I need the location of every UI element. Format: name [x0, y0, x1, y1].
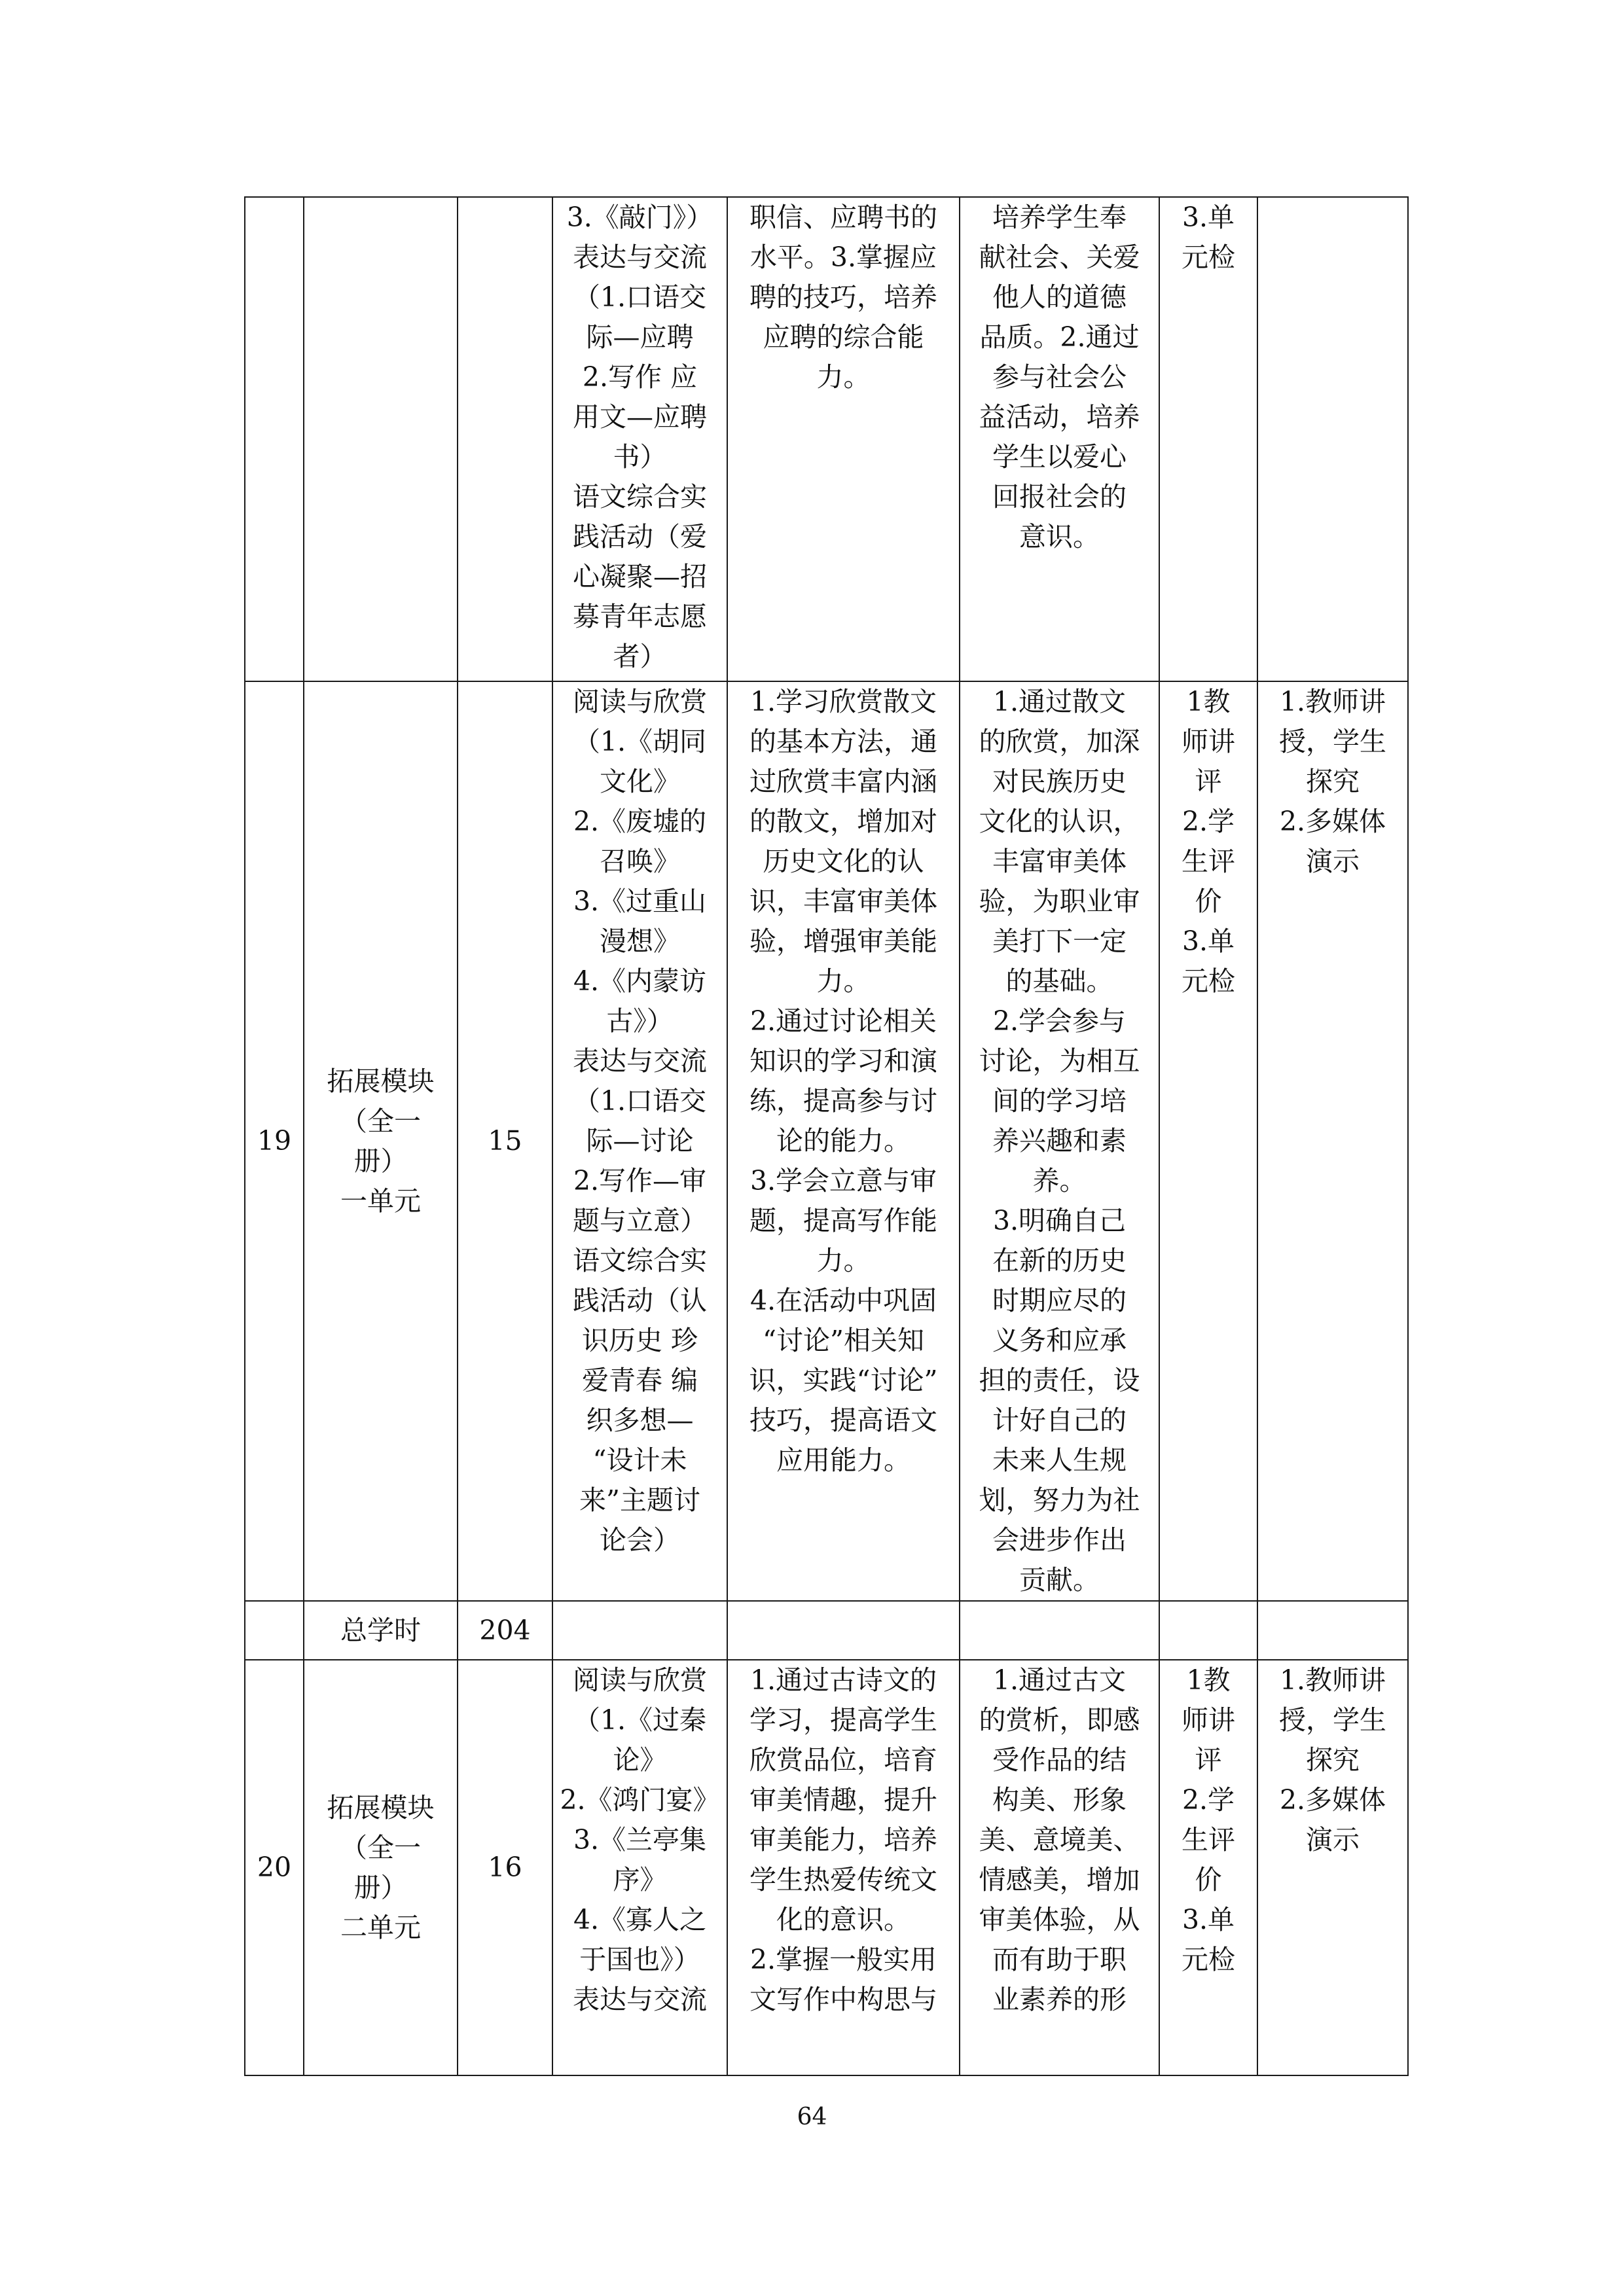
- cell-text-line: 古》）: [606, 1005, 674, 1037]
- cell-text-line: 2.学: [1182, 1784, 1235, 1816]
- cell-text-line: 时期应尽的: [992, 1285, 1127, 1316]
- cell-content: [552, 197, 727, 681]
- syllabus-table: [244, 196, 1409, 2076]
- cell-moral-goals: [960, 1660, 1159, 2075]
- cell-text-line: 价: [1195, 1864, 1222, 1895]
- cell-number: [245, 1601, 304, 1660]
- cell-text-line: 元检: [1182, 965, 1235, 997]
- cell-text-line: 意识。: [1019, 521, 1100, 552]
- cell-text-line: 2.《废墟的: [573, 806, 707, 837]
- cell-text-line: 2.多媒体: [1279, 1784, 1386, 1816]
- cell-text-line: 贡献。: [1019, 1564, 1100, 1596]
- table-body: [245, 197, 1408, 2075]
- cell-text-line: 丰富审美体: [992, 846, 1127, 877]
- cell-text-line: 品质。2.通过: [979, 321, 1140, 353]
- cell-text-line: 文化》: [600, 766, 680, 797]
- cell-text-line: （1.口语交: [573, 281, 707, 313]
- cell-text-line: 拓展模块: [327, 1791, 435, 1823]
- cell-text-line: 美打下一定: [992, 925, 1127, 957]
- cell-text-line: 构美、形象: [992, 1784, 1127, 1816]
- cell-text-line: 对民族历史: [992, 766, 1127, 797]
- cell-text: 20: [257, 1852, 292, 1883]
- cell-text-line: 阅读与欣赏: [573, 686, 707, 717]
- cell-text-line: 历史文化的认: [763, 846, 924, 877]
- cell-text-line: 募青年志愿: [573, 601, 707, 632]
- cell-text-line: 演示: [1306, 846, 1360, 877]
- cell-text-line: 论》: [613, 1744, 667, 1776]
- cell-text-line: 总学时: [340, 1614, 421, 1646]
- cell-text-line: 的基本方法，通: [749, 726, 937, 757]
- cell-hours: [458, 1660, 552, 2075]
- cell-text-line: 一单元: [340, 1185, 421, 1217]
- cell-text-line: 聘的技巧，培养: [749, 281, 937, 313]
- cell-text-line: 文写作中构思与: [749, 1984, 937, 2015]
- cell-text-line: 在新的历史: [992, 1245, 1127, 1276]
- cell-text: 19: [257, 1125, 292, 1157]
- cell-text-line: 爱青春 编: [581, 1365, 698, 1396]
- cell-assessment: [1159, 1601, 1257, 1660]
- cell-text-line: 元检: [1182, 242, 1235, 273]
- cell-text-line: 序》: [613, 1864, 667, 1895]
- cell-text-line: （全一: [340, 1831, 421, 1863]
- cell-text-line: 拓展模块: [327, 1065, 435, 1097]
- cell-text-line: 审美情趣，提升: [749, 1784, 937, 1816]
- cell-text-line: 验，增强审美能: [749, 925, 937, 957]
- cell-text-line: 4.在活动中巩固: [749, 1285, 937, 1316]
- cell-goals: [727, 1660, 960, 2075]
- cell-text-line: 3.单: [1182, 925, 1235, 957]
- cell-text-line: 3.单: [1182, 202, 1235, 233]
- cell-text-line: 授，学生: [1279, 726, 1386, 757]
- cell-text-line: 识，实践“讨论”: [749, 1365, 938, 1396]
- page-number: 64: [797, 2104, 827, 2130]
- cell-text-line: 语文综合实: [573, 1245, 707, 1276]
- cell-text-line: 践活动（爱: [573, 521, 707, 552]
- cell-goals: [727, 197, 960, 681]
- cell-text-line: 的基础。: [1005, 965, 1113, 997]
- cell-text-line: 元检: [1182, 1944, 1235, 1975]
- cell-text-line: 评: [1195, 1744, 1222, 1776]
- cell-text-line: 3.单: [1182, 1904, 1235, 1935]
- cell-text-line: 化的意识。: [776, 1904, 911, 1935]
- cell-text-line: 审美体验，从: [979, 1904, 1140, 1935]
- cell-text-line: 学生热爱传统文: [749, 1864, 937, 1895]
- cell-text-line: 于国也》）: [579, 1944, 700, 1975]
- cell-text: 15: [488, 1125, 522, 1157]
- cell-text-line: 担的责任，设: [979, 1365, 1140, 1396]
- cell-text-line: 际—讨论: [586, 1125, 694, 1157]
- cell-text: 204: [479, 1614, 531, 1646]
- cell-text-line: 养兴趣和素: [992, 1125, 1127, 1157]
- cell-text-line: 践活动（认: [573, 1285, 707, 1316]
- cell-content: [552, 681, 727, 1601]
- cell-goals: [727, 681, 960, 1601]
- cell-text-line: （1.口语交: [573, 1085, 707, 1117]
- cell-text-line: 2.写作 应: [582, 361, 698, 393]
- cell-text-line: 他人的道德: [992, 281, 1127, 313]
- cell-text-line: 1.教师讲: [1279, 686, 1386, 717]
- cell-text-line: 练，提高参与讨: [749, 1085, 937, 1117]
- cell-text-line: 来”主题讨: [579, 1484, 700, 1516]
- cell-text-line: 用文—应聘: [573, 401, 707, 433]
- cell-text-line: 2.多媒体: [1279, 806, 1386, 837]
- cell-module: [304, 681, 458, 1601]
- cell-hours: [458, 197, 552, 681]
- cell-text-line: 表达与交流: [573, 1984, 707, 2015]
- cell-text-line: 3.《敲门》）: [566, 202, 713, 233]
- cell-text-line: 论的能力。: [776, 1125, 911, 1157]
- cell-text-line: 力。: [816, 1245, 871, 1276]
- cell-text-line: 技巧，提高语文: [749, 1405, 937, 1436]
- cell-text-line: 2.通过讨论相关: [749, 1005, 937, 1037]
- cell-text-line: 2.学: [1182, 806, 1235, 837]
- cell-text-line: 1.学习欣赏散文: [749, 686, 937, 717]
- cell-text-line: 文化的认识，: [979, 806, 1140, 837]
- cell-text-line: 1教: [1186, 1664, 1231, 1696]
- cell-text-line: 力。: [816, 965, 871, 997]
- cell-text-line: 表达与交流: [573, 242, 707, 273]
- cell-text-line: 心凝聚—招: [573, 561, 707, 592]
- table-row: [245, 1601, 1408, 1660]
- cell-text-line: 1.通过古文: [992, 1664, 1127, 1696]
- cell-text-line: 美、意境美、: [979, 1824, 1140, 1856]
- cell-text-line: （1.《过秦: [573, 1704, 707, 1736]
- cell-number: [245, 1660, 304, 2075]
- cell-text-line: 师讲: [1182, 726, 1235, 757]
- cell-text-line: 学习，提高学生: [749, 1704, 937, 1736]
- cell-assessment: [1159, 1660, 1257, 2075]
- cell-text-line: 应用能力。: [776, 1444, 911, 1476]
- cell-text-line: 者）: [613, 641, 667, 672]
- cell-methods: [1257, 681, 1408, 1601]
- cell-text-line: 水平。3.掌握应: [749, 242, 937, 273]
- cell-text-line: 书）: [613, 441, 667, 473]
- cell-text-line: 2.写作—审: [573, 1165, 707, 1196]
- cell-text-line: 探究: [1306, 1744, 1360, 1776]
- cell-text-line: 讨论，为相互: [979, 1045, 1140, 1077]
- cell-text-line: 培养学生奉: [992, 202, 1127, 233]
- cell-text-line: 生评: [1182, 846, 1235, 877]
- cell-text-line: 4.《内蒙访: [573, 965, 707, 997]
- cell-methods: [1257, 197, 1408, 681]
- cell-text-line: 益活动，培养: [979, 401, 1140, 433]
- cell-text-line: 过欣赏丰富内涵: [749, 766, 937, 797]
- cell-moral-goals: [960, 681, 1159, 1601]
- cell-text-line: 2.学会参与: [992, 1005, 1127, 1037]
- cell-content: [552, 1660, 727, 2075]
- cell-text-line: 召唤》: [600, 846, 680, 877]
- cell-text-line: 册）: [353, 1145, 408, 1177]
- cell-text-line: 的散文，增加对: [749, 806, 937, 837]
- cell-assessment: [1159, 197, 1257, 681]
- cell-text-line: 回报社会的: [992, 481, 1127, 512]
- cell-text-line: 1.教师讲: [1279, 1664, 1386, 1696]
- cell-text-line: 受作品的结: [992, 1744, 1127, 1776]
- cell-text-line: 漫想》: [600, 925, 680, 957]
- cell-text-line: 会进步作出: [992, 1524, 1127, 1556]
- cell-hours: [458, 681, 552, 1601]
- cell-text-line: 知识的学习和演: [749, 1045, 937, 1077]
- cell-text-line: 而有助于职: [992, 1944, 1127, 1975]
- cell-text-line: 表达与交流: [573, 1045, 707, 1077]
- cell-text-line: 评: [1195, 766, 1222, 797]
- table-row: [245, 1660, 1408, 2075]
- cell-text-line: 2.《鸿门宴》: [560, 1784, 720, 1816]
- cell-text-line: 3.《兰亭集: [573, 1824, 707, 1856]
- cell-content: [552, 1601, 727, 1660]
- cell-text-line: 划，努力为社: [979, 1484, 1140, 1516]
- cell-text-line: 生评: [1182, 1824, 1235, 1856]
- cell-text-line: 的赏析，即感: [979, 1704, 1140, 1736]
- cell-text-line: 1.通过散文: [992, 686, 1127, 717]
- cell-text-line: （全一: [340, 1105, 421, 1137]
- cell-goals: [727, 1601, 960, 1660]
- cell-text-line: 际—应聘: [586, 321, 694, 353]
- cell-text-line: 情感美，增加: [979, 1864, 1140, 1895]
- cell-text-line: 义务和应承: [992, 1325, 1127, 1356]
- cell-text-line: 养。: [1032, 1165, 1087, 1196]
- cell-number: [245, 681, 304, 1601]
- cell-text-line: 论会）: [600, 1524, 680, 1556]
- cell-text-line: 职信、应聘书的: [749, 202, 937, 233]
- cell-text-line: 题与立意）: [573, 1205, 707, 1236]
- cell-text-line: 献社会、关爱: [979, 242, 1140, 273]
- cell-text-line: 识历史 珍: [581, 1325, 698, 1356]
- cell-text-line: 3.明确自己: [992, 1205, 1127, 1236]
- cell-text-line: 验，为职业审: [979, 886, 1140, 917]
- cell-module: [304, 1660, 458, 2075]
- cell-text-line: 2.掌握一般实用: [749, 1944, 937, 1975]
- cell-moral-goals: [960, 197, 1159, 681]
- cell-text-line: “讨论”相关知: [763, 1325, 924, 1356]
- cell-text-line: 授，学生: [1279, 1704, 1386, 1736]
- cell-text-line: 阅读与欣赏: [573, 1664, 707, 1696]
- cell-hours: [458, 1601, 552, 1660]
- cell-text-line: 册）: [353, 1871, 408, 1903]
- cell-text-line: 探究: [1306, 766, 1360, 797]
- cell-text-line: 织多想—: [586, 1405, 694, 1436]
- cell-text-line: 应聘的综合能: [763, 321, 924, 353]
- cell-text-line: 识，丰富审美体: [749, 886, 937, 917]
- cell-moral-goals: [960, 1601, 1159, 1660]
- cell-text-line: 欣赏品位，培育: [749, 1744, 937, 1776]
- cell-text-line: 3.《过重山: [573, 886, 707, 917]
- cell-text-line: 1教: [1186, 686, 1231, 717]
- cell-text-line: 价: [1195, 886, 1222, 917]
- cell-methods: [1257, 1601, 1408, 1660]
- cell-text: 16: [488, 1852, 522, 1883]
- cell-text-line: 4.《寡人之: [573, 1904, 707, 1935]
- cell-text-line: 未来人生规: [992, 1444, 1127, 1476]
- cell-text-line: 业素养的形: [992, 1984, 1127, 2015]
- cell-text-line: 审美能力，培养: [749, 1824, 937, 1856]
- cell-text-line: 题，提高写作能: [749, 1205, 937, 1236]
- cell-text-line: 间的学习培: [992, 1085, 1127, 1117]
- cell-text-line: 的欣赏，加深: [979, 726, 1140, 757]
- table-row: [245, 681, 1408, 1601]
- cell-assessment: [1159, 681, 1257, 1601]
- cell-text-line: （1.《胡同: [573, 726, 707, 757]
- cell-module: [304, 1601, 458, 1660]
- cell-text-line: 计好自己的: [992, 1405, 1127, 1436]
- cell-text-line: 1.通过古诗文的: [749, 1664, 937, 1696]
- cell-text-line: 3.学会立意与审: [749, 1165, 937, 1196]
- cell-module: [304, 197, 458, 681]
- cell-methods: [1257, 1660, 1408, 2075]
- cell-text-line: 学生以爱心: [992, 441, 1127, 473]
- cell-text-line: 语文综合实: [573, 481, 707, 512]
- cell-number: [245, 197, 304, 681]
- table-row: [245, 197, 1408, 681]
- cell-text-line: 二单元: [340, 1911, 421, 1943]
- cell-text-line: 力。: [816, 361, 871, 393]
- cell-text-line: 师讲: [1182, 1704, 1235, 1736]
- cell-text-line: 参与社会公: [992, 361, 1127, 393]
- cell-text-line: “设计未: [592, 1444, 687, 1476]
- cell-text-line: 演示: [1306, 1824, 1360, 1856]
